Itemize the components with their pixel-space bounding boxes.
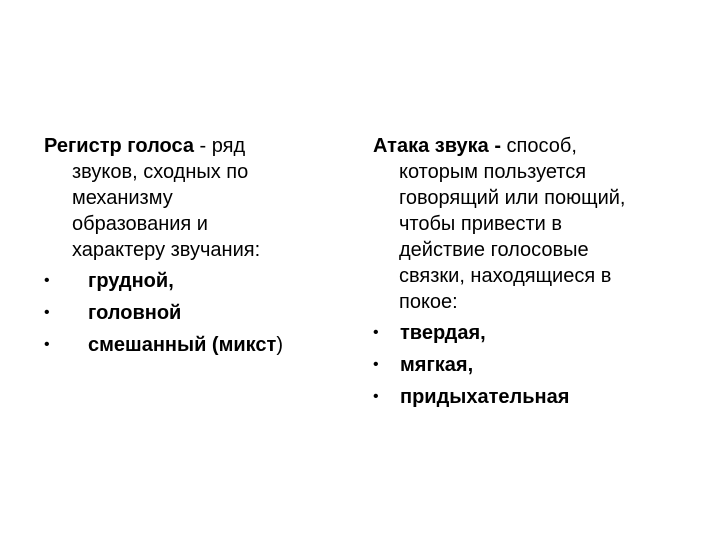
sound-attack-definition [373,133,693,315]
list-item-suffix: ) [276,334,284,356]
definition-line: характеру звучания: [72,239,261,261]
bullet-icon: • [373,356,379,373]
list-item [373,317,693,349]
list-item [44,265,344,297]
bullet-icon: • [373,388,379,405]
right-column [373,133,693,413]
voice-register-list [44,265,344,361]
definition-line: которым пользуется [399,161,587,183]
list-item-text: мягкая, [400,354,474,376]
voice-register-term: Регистр голоса [44,135,194,157]
definition-line: - ряд [193,135,246,157]
definition-line: звуков, сходных по [72,161,249,183]
list-item-text: придыхательная [400,386,570,408]
definition-line: связки, находящиеся в [399,265,612,287]
list-item-text: грудной, [88,270,174,292]
definition-line: говорящий или поющий, [399,187,626,209]
definition-line: образования и [72,213,208,235]
definition-line: чтобы привести в [399,213,563,235]
definition-line: способ, [501,135,577,157]
list-item-text: головной [88,302,182,324]
list-item-text: смешанный (микст [88,334,277,356]
sound-attack-list [373,317,693,413]
bullet-icon: • [373,324,379,341]
bullet-icon: • [44,336,50,353]
list-item [373,381,693,413]
voice-register-definition [44,133,344,263]
list-item-text: твердая, [400,322,486,344]
sound-attack-term: Атака звука - [373,135,501,157]
definition-line: действие голосовые [399,239,589,261]
left-column [44,133,344,361]
list-item [44,329,344,361]
bullet-icon: • [44,304,50,321]
definition-line: покое: [399,291,458,313]
list-item [373,349,693,381]
list-item [44,297,344,329]
bullet-icon: • [44,272,50,289]
definition-line: механизму [72,187,173,209]
